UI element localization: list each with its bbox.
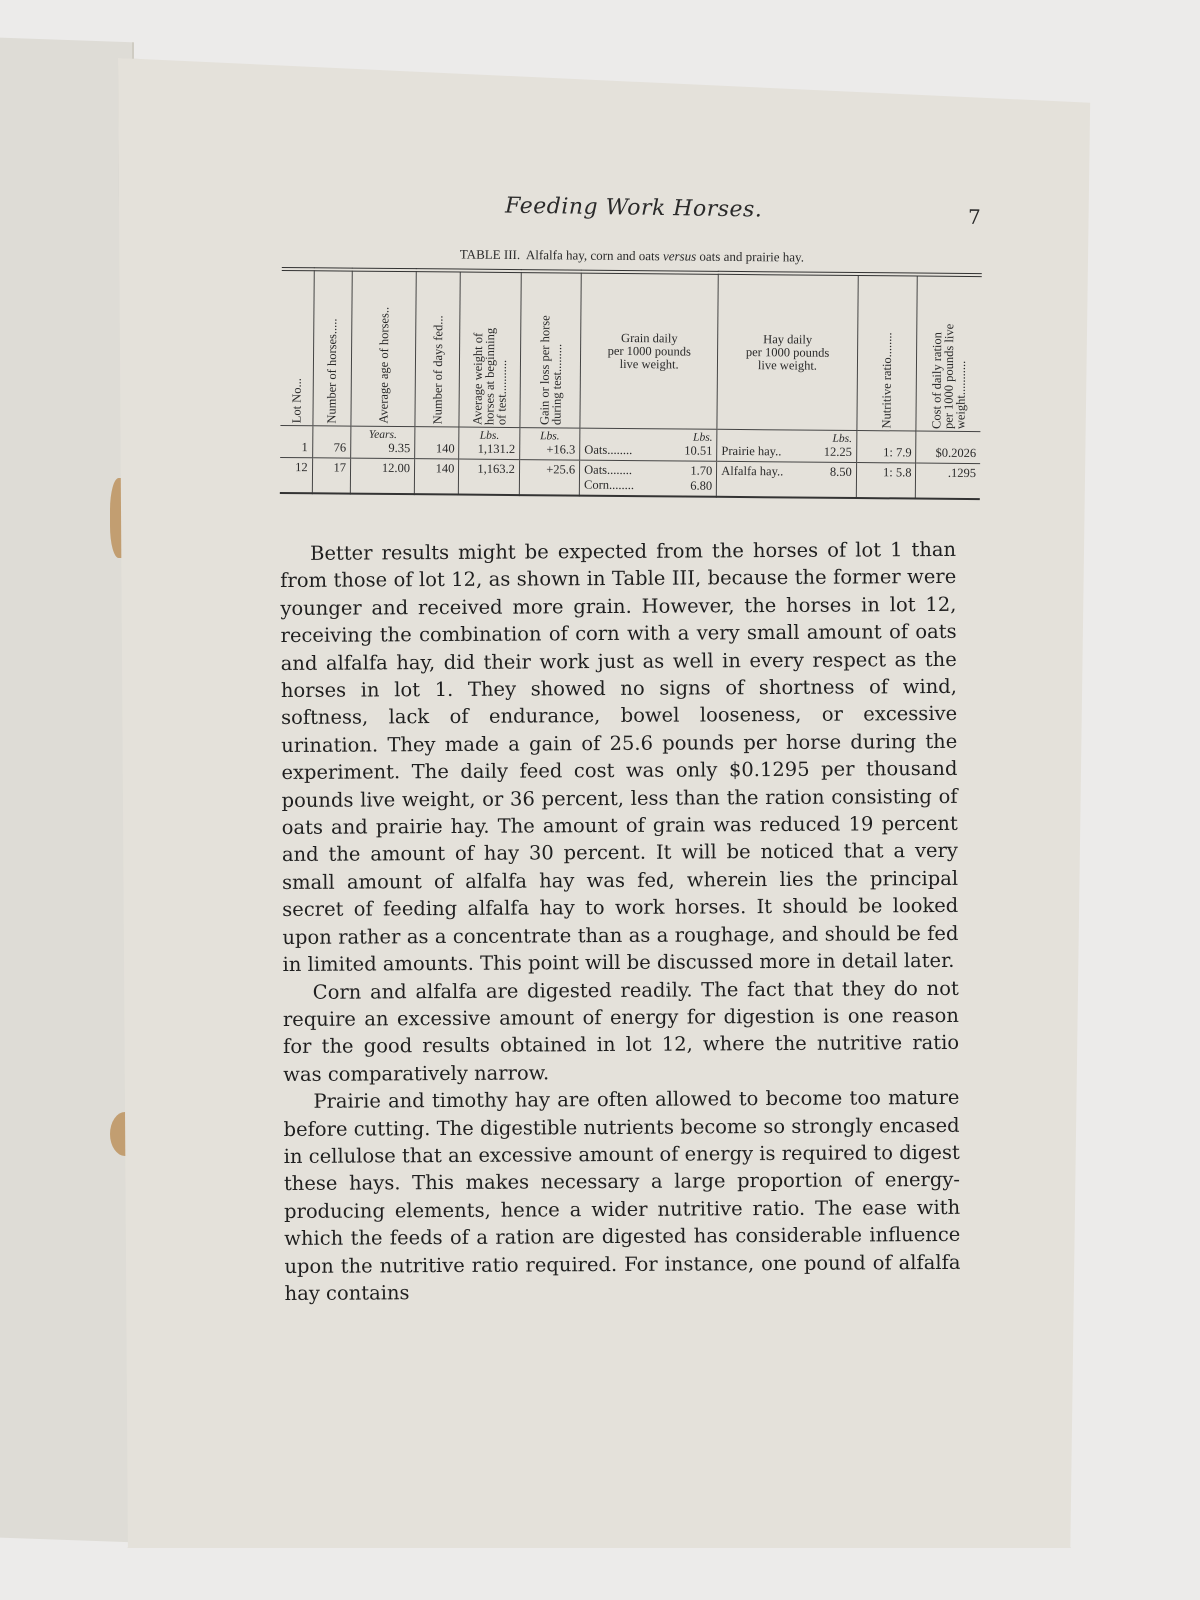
caption-pre: Alfalfa hay, corn and oats xyxy=(525,247,660,264)
value-days: 140 xyxy=(435,441,455,456)
value-cost: $0.2026 xyxy=(935,445,977,461)
cell-grain xyxy=(580,428,717,461)
table-iii xyxy=(280,245,982,500)
col-ratio xyxy=(857,274,918,431)
grain-name: Oats........ xyxy=(584,442,633,458)
header-row xyxy=(280,269,981,432)
grain-value: 6.80 xyxy=(690,478,713,493)
header-lot: Lot No... xyxy=(289,377,304,424)
cell-ratio xyxy=(856,431,916,464)
facing-page xyxy=(0,38,134,1543)
cell-gain xyxy=(520,428,580,461)
header-grain: Grain daily per 1000 pounds live weight. xyxy=(607,330,691,371)
hay-line xyxy=(721,464,852,480)
cell-gain: +25.6 xyxy=(519,460,580,496)
unit-grain: Lbs. xyxy=(693,431,713,444)
hay-line xyxy=(721,444,852,460)
header-avg-weight: Average weight of horses at beginning of test........... xyxy=(470,327,510,425)
caption-post: oats and prairie hay. xyxy=(699,248,805,265)
hay-name: Prairie hay.. xyxy=(721,443,782,459)
header-days-fed: Number of days fed... xyxy=(430,315,446,425)
cell-lot xyxy=(280,425,312,457)
caption-label: TABLE III. xyxy=(459,246,521,263)
col-lot xyxy=(280,269,313,426)
grain-value: 10.51 xyxy=(684,443,713,458)
cell-age: 12.00 xyxy=(350,458,414,494)
col-days xyxy=(415,270,461,427)
cell-horses: 17 xyxy=(312,458,351,494)
cell-days xyxy=(415,427,460,459)
value-age: 9.35 xyxy=(388,440,411,456)
grain-name: Corn........ xyxy=(583,477,635,493)
col-gain xyxy=(520,271,582,428)
cell-weight xyxy=(459,427,520,460)
header-cost: Cost of daily ration per 1000 pounds live weight........... xyxy=(929,323,969,429)
value-horses: 76 xyxy=(333,440,347,455)
unit-age: Years. xyxy=(368,428,397,442)
value-ratio: 1: 7.9 xyxy=(883,445,912,460)
cell-grain xyxy=(579,460,716,497)
grain-line xyxy=(584,463,712,479)
cell-horses xyxy=(312,426,351,458)
unit-hay: Lbs. xyxy=(832,432,853,445)
col-horses xyxy=(313,269,353,426)
header-num-horses: Number of horses..... xyxy=(324,318,340,424)
paragraph: Prairie and timothy hay are often allowed to become too mature before cutting. The digestible nutrients become so strongly encased in cellulose that an excessive amount of energy is required to digest these hays. This makes necessary a large proportion of energy-producing elements, hence a wider nutritive ratio. The ease with which the feeds of a ration are digested has considerable influence upon the nutritive ratio required. For instance, one pound of alfalfa hay contains xyxy=(283,1085,961,1305)
cell-hay xyxy=(717,429,857,462)
col-weight xyxy=(459,271,521,428)
caption-italic: versus xyxy=(662,248,697,264)
cell-weight: 1,163.2 xyxy=(459,459,520,495)
col-cost xyxy=(916,275,981,432)
cell-age xyxy=(351,426,415,459)
hay-value: 8.50 xyxy=(829,464,852,479)
header-ratio: Nutritive ratio........ xyxy=(879,332,895,429)
cell-ratio: 1: 5.8 xyxy=(856,463,916,499)
paragraph: Better results might be expected from the horses of lot 1 than from those of lot 12, as shown in Table III, because the former were younger and received more grain. However, the horses in lot 12, receiving the combination of corn with a very small amount of oats and alfalfa hay, did their work just as well in every respect as the horses in lot 1. They showed no signs of shortness of wind, softness, lack of endurance, bowel looseness, or excessive urination. They made a gain of 25.6 pounds per horse during the experiment. The daily feed cost was only $0.1295 per thousand pounds live weight, or 36 percent, less than the ration consisting of oats and prairie hay. The amount of grain was reduced 19 percent and the amount of hay 30 percent. It will be noticed that a very small amount of alfalfa hay was fed, wherein lies the principal secret of feeding alfalfa hay to work horses. It should be looked upon rather as a concentrate than as a roughage, and should be fed in limited amounts. This point will be discussed more in detail later. xyxy=(280,537,959,977)
header-gain: Gain or loss per horse during test......... xyxy=(536,315,564,426)
grain-value: 1.70 xyxy=(690,463,713,478)
hay-name: Alfalfa hay.. xyxy=(721,463,784,479)
unit-gain: Lbs. xyxy=(540,430,560,443)
col-age xyxy=(351,270,416,427)
cell-lot: 12 xyxy=(280,457,312,493)
cell-cost: .1295 xyxy=(916,463,980,499)
header-avg-age: Average age of horses.. xyxy=(375,307,391,424)
value-lot: 1 xyxy=(301,440,308,455)
running-title: Feeding Work Horses. xyxy=(504,193,763,223)
value-gain: +16.3 xyxy=(546,442,576,457)
grain-name: Oats........ xyxy=(584,462,633,478)
col-hay xyxy=(717,273,858,431)
table-row xyxy=(280,457,980,499)
value-weight: 1,131.2 xyxy=(477,441,516,457)
paragraph: Corn and alfalfa are digested readily. The fact that they do not require an excessive amount of energy for digestion is one reason for the good results obtained in lot 12, where the nutritive ratio was comparatively narrow. xyxy=(282,976,960,1086)
grain-line xyxy=(584,443,712,459)
header-hay: Hay daily per 1000 pounds live weight. xyxy=(745,331,830,373)
cell-hay xyxy=(717,461,857,498)
cell-days: 140 xyxy=(414,459,459,495)
unit-weight: Lbs. xyxy=(479,429,500,442)
page-number: 7 xyxy=(967,204,981,229)
grain-line xyxy=(584,478,712,494)
hay-value: 12.25 xyxy=(823,444,853,459)
cell-cost xyxy=(916,431,980,464)
body-text xyxy=(280,536,961,1307)
data-table xyxy=(280,267,982,500)
col-grain xyxy=(580,272,719,430)
